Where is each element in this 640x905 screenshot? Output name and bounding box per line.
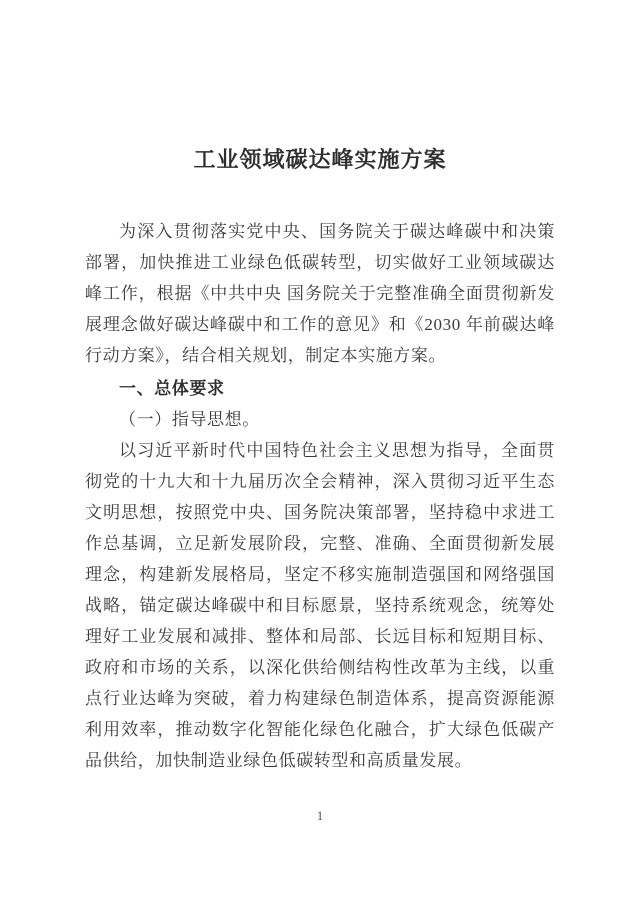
- guiding-ideology-paragraph: 以习近平新时代中国特色社会主义思想为指导，全面贯彻党的十九大和十九届历次全会精神，深入贯彻习近平生态文明思想，按照党中央、国务院决策部署，坚持稳中求进工作总基调，立足新发展阶段，完整、准确、全面贯彻新发展理念，构建新发展格局，坚定不移实施制造强国和网络强国战略，锚定碳达峰碳中和目标愿景，坚持系统观念，统筹处理好工业发展和减排、整体和局部、长远目标和短期目标、政府和市场的关系，以深化供给侧结构性改革为主线，以重点行业达峰为突破，着力构建绿色制造体系，提高资源能源利用效率，推动数字化智能化绿色化融合，扩大绿色低碳产品供给，加快制造业绿色低碳转型和高质量发展。: [85, 441, 555, 770]
- section-heading-overall-requirements: 一、总体要求: [119, 379, 225, 398]
- document-title: 工业领域碳达峰实施方案: [193, 147, 447, 172]
- page-number: 1: [316, 808, 324, 823]
- intro-paragraph: 为深入贯彻落实党中央、国务院关于碳达峰碳中和决策部署，加快推进工业绿色低碳转型，切实做好工业领域碳达峰工作，根据《中共中央 国务院关于完整准确全面贯彻新发展理念做好碳达峰碳中和工作的意见》和《2030 年前碳达峰行动方案》，结合相关规划，制定本实施方案。: [85, 222, 555, 365]
- subsection-heading-guiding-ideology: （一）指导思想。: [119, 410, 260, 429]
- document-content: [85, 0, 555, 776]
